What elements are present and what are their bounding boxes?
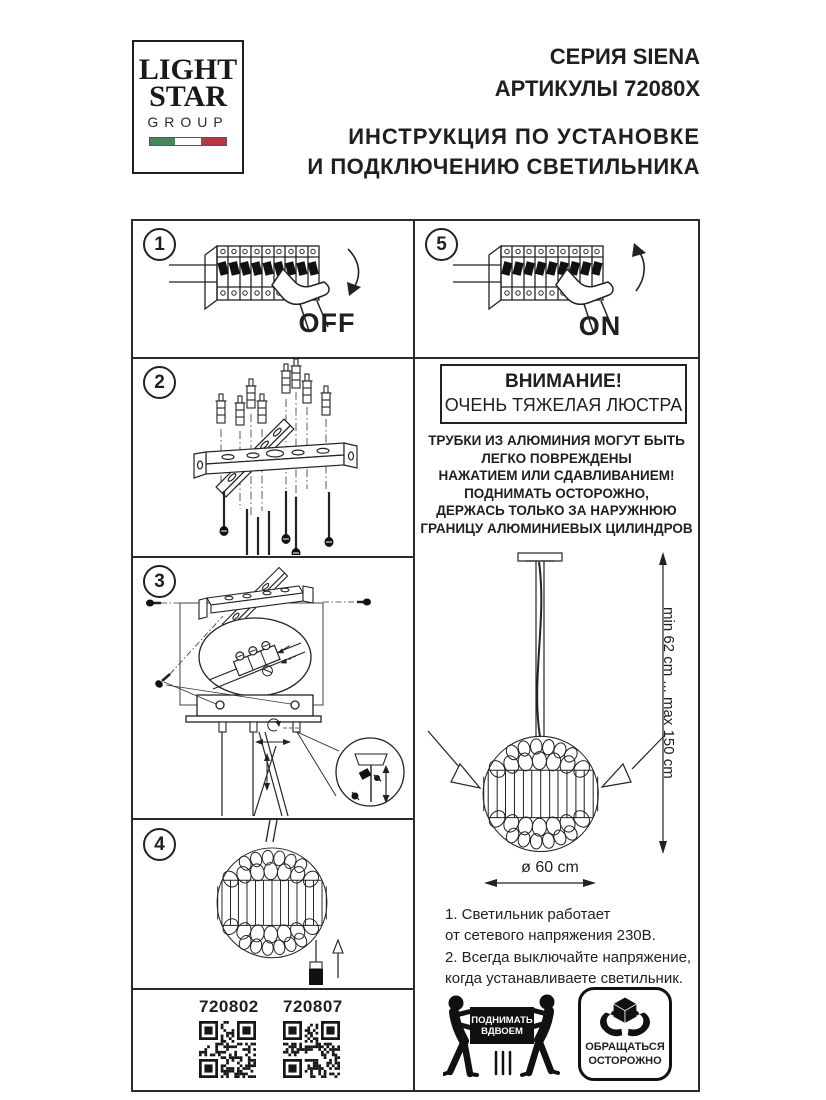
series-title: СЕРИЯ SIENA	[549, 44, 700, 69]
lift-with-two-label	[470, 1007, 534, 1044]
cable-gripper-detail	[336, 738, 404, 806]
flag-green	[150, 138, 175, 145]
step-3-number: 3	[143, 565, 176, 598]
handle-label-line1: ОБРАЩАТЬСЯ	[585, 1041, 665, 1053]
mounting-bracket-exploded-drawing	[133, 359, 413, 555]
handle-label-line2: ОСТОРОЖНО	[588, 1054, 662, 1067]
logo-word-light: LIGHT	[138, 53, 238, 86]
flag-red	[201, 138, 226, 145]
step-4-number: 4	[143, 828, 176, 861]
article-number-right: 720807	[283, 997, 343, 1016]
warning-line: ЛЕГКО ПОВРЕЖДЕНЫ	[481, 450, 632, 466]
italian-flag-bar	[149, 137, 227, 146]
note-line: от сетевого напряжения 230В.	[445, 927, 656, 945]
hands-holding-box-icon	[596, 995, 654, 1039]
lift-label-line2: ВДВОЕМ	[481, 1025, 523, 1037]
warning-line: ТРУБКИ ИЗ АЛЮМИНИЯ МОГУТ БЫТЬ	[428, 433, 685, 448]
on-label: ON	[578, 311, 622, 341]
warning-line: ГРАНИЦУ АЛЮМИНИЕВЫХ ЦИЛИНДРОВ	[420, 520, 693, 536]
handle-with-care-badge	[578, 987, 672, 1081]
step-5-number: 5	[425, 228, 458, 261]
step-2-number: 2	[143, 366, 176, 399]
diameter-label: ø 60 cm	[521, 859, 579, 876]
step-1-number: 1	[143, 228, 176, 261]
arrow-up-icon	[632, 243, 646, 291]
warning-body	[419, 432, 694, 538]
plug-connector-icon	[309, 962, 323, 985]
note-line: 1. Светильник работает	[445, 906, 611, 923]
article-number-left: 720802	[199, 997, 259, 1016]
hold-here-arrow-right	[602, 735, 665, 787]
diameter-dimension-line	[484, 879, 596, 887]
articles-title: АРТИКУЛЫ 72080X	[494, 76, 700, 101]
wiring-detail-bubble	[199, 618, 311, 696]
qr-code-left	[199, 1021, 256, 1078]
warning-title: ВНИМАНИЕ!	[504, 371, 623, 392]
warning-box	[440, 364, 687, 424]
lift-label-line1: ПОДНИМАТЬ	[471, 1014, 533, 1026]
hold-here-arrow-left	[428, 731, 480, 788]
off-label: OFF	[298, 308, 356, 338]
lightstar-logo	[132, 40, 244, 174]
doc-title-line1: ИНСТРУКЦИЯ ПО УСТАНОВКЕ	[348, 124, 700, 149]
chandelier-plug-drawing	[133, 820, 413, 988]
mounting-screws	[220, 491, 334, 555]
arrow-up-icon	[333, 940, 343, 978]
warning-subtitle: ОЧЕНЬ ТЯЖЕЛАЯ ЛЮСТРА	[444, 395, 683, 415]
canopy-assembly-drawing	[133, 558, 413, 818]
warning-line: ПОДНИМАТЬ ОСТОРОЖНО,	[464, 485, 649, 501]
usage-notes	[445, 904, 691, 990]
breaker-switches	[501, 261, 602, 276]
chandelier-dimension-figure	[418, 549, 676, 891]
height-range-label: min 62 cm ... max 150 cm	[660, 607, 677, 779]
note-line: 2. Всегда выключайте напряжение,	[445, 948, 692, 966]
breaker-switches	[217, 261, 318, 276]
logo-word-group: GROUP	[147, 114, 229, 130]
qr-code-right	[283, 1021, 340, 1078]
doc-title-line2: И ПОДКЛЮЧЕНИЮ СВЕТИЛЬНИКА	[307, 154, 700, 179]
logo-word-star: STAR	[149, 80, 227, 113]
flag-white	[175, 138, 200, 145]
note-line: когда устанавливаете светильник.	[445, 970, 683, 988]
handle-with-care-label	[581, 1041, 669, 1068]
arrow-down-icon	[347, 249, 361, 296]
wall-anchors	[216, 359, 332, 425]
cell-qr	[131, 988, 415, 1092]
warning-line: ДЕРЖАСЬ ТОЛЬКО ЗА НАРУЖНЮЮ	[436, 503, 677, 519]
warning-line: НАЖАТИЕМ ИЛИ СДАВЛИВАНИЕМ!	[438, 468, 675, 484]
